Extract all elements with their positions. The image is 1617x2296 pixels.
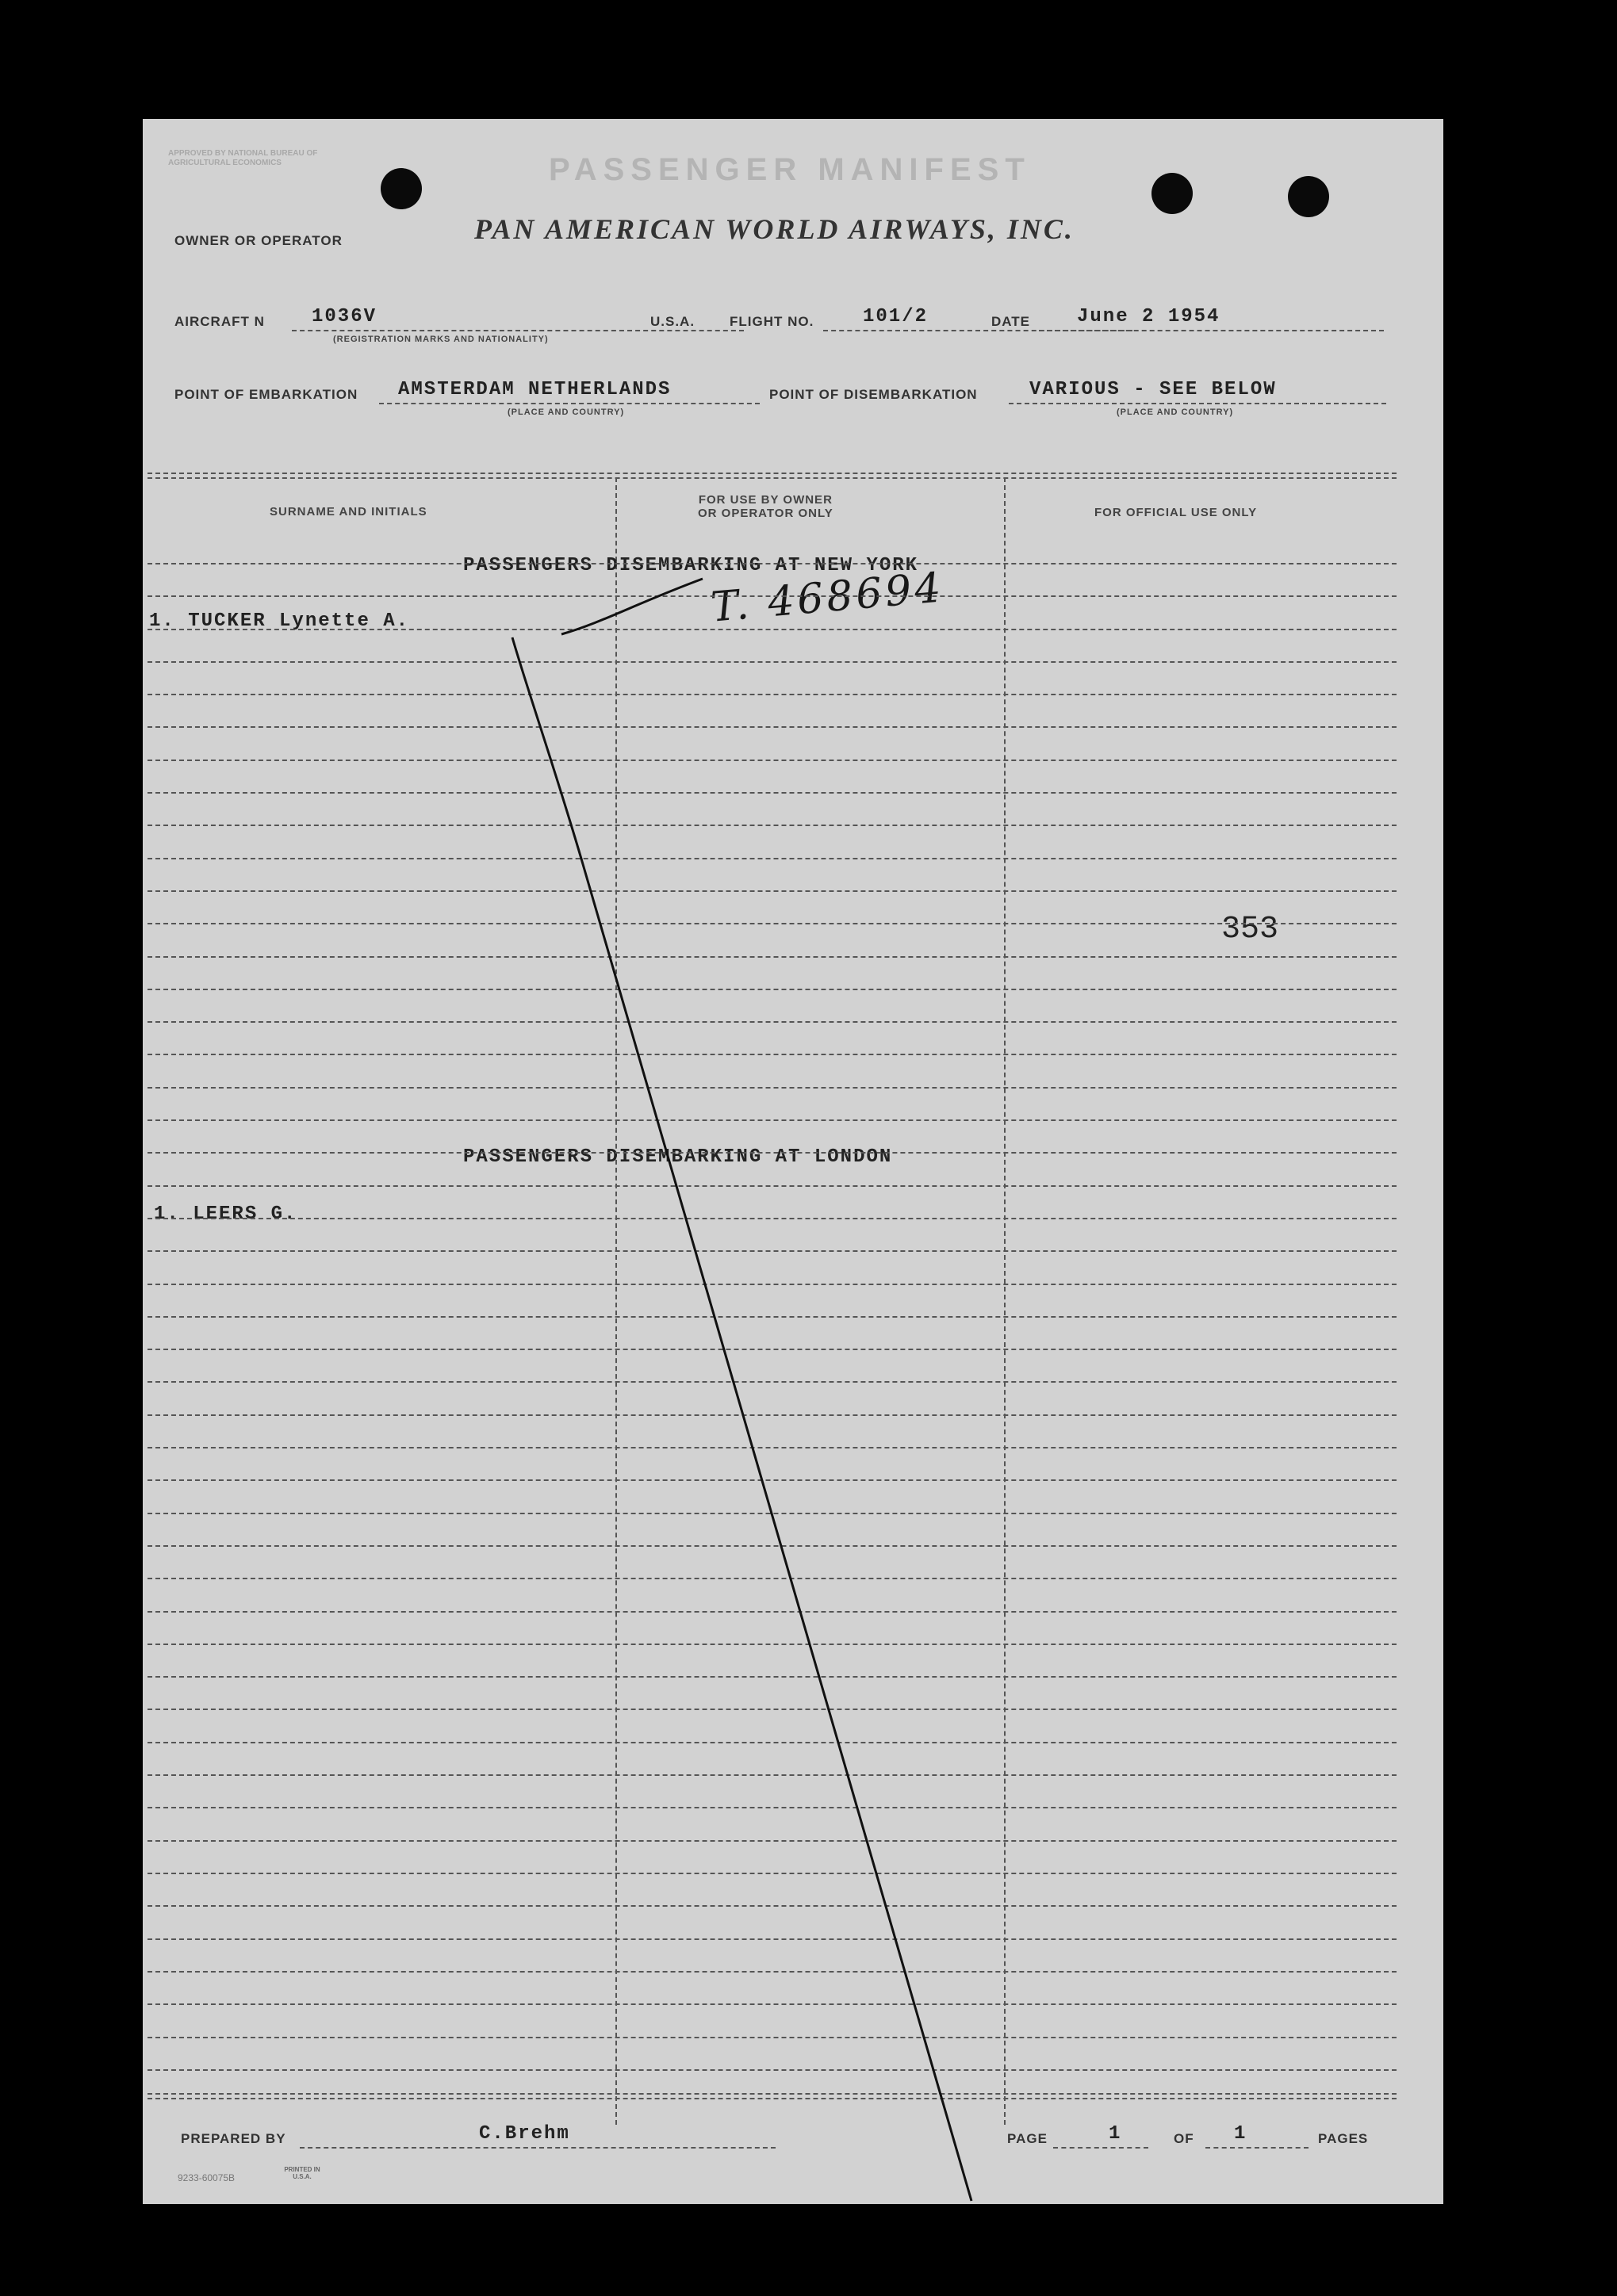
disembark-sub: (PLACE AND COUNTRY) [1117, 408, 1234, 417]
pen-diagonal-line [512, 637, 971, 2201]
aircraft-label: AIRCRAFT N [174, 314, 265, 329]
handwritten-marks [143, 119, 1443, 2204]
prepared-label: PREPARED BY [181, 2131, 286, 2146]
column-header-owner-use-line1: FOR USE BY OWNER [698, 493, 833, 507]
of-label: OF [1174, 2131, 1194, 2146]
embark-label: POINT OF EMBARKATION [174, 387, 358, 402]
aircraft-value: 1036V [312, 306, 377, 327]
passenger-entry: 1. LEERS G. [154, 1203, 297, 1225]
column-header-official: FOR OFFICIAL USE ONLY [1094, 506, 1258, 519]
pen-tick-mark [561, 579, 703, 634]
disembark-value: VARIOUS - SEE BELOW [1029, 379, 1277, 400]
embark-value: AMSTERDAM NETHERLANDS [398, 379, 672, 400]
manifest-page [143, 119, 1443, 2204]
page-label: PAGE [1007, 2131, 1048, 2146]
flight-label: FLIGHT NO. [730, 314, 814, 329]
prepared-value: C.Brehm [479, 2123, 570, 2145]
page-value: 1 [1109, 2123, 1122, 2145]
owner-name: PAN AMERICAN WORLD AIRWAYS, INC. [474, 213, 1075, 245]
pages-label: PAGES [1318, 2131, 1369, 2146]
disembark-label: POINT OF DISEMBARKATION [769, 387, 978, 402]
owner-label: OWNER OR OPERATOR [174, 233, 343, 248]
form-code: 9233-60075B [178, 2172, 236, 2183]
column-header-surname: SURNAME AND INITIALS [270, 505, 427, 519]
date-value: June 2 1954 [1077, 306, 1220, 327]
approval-stamp: APPROVED BY NATIONAL BUREAU OF AGRICULTURAL ECONOMICS [168, 149, 318, 167]
handwritten-annotation: T. 468694 [708, 564, 946, 632]
column-header-owner-use-line2: OR OPERATOR ONLY [698, 507, 833, 520]
printed-in-usa: PRINTED IN U.S.A. [284, 2166, 320, 2180]
embark-sub: (PLACE AND COUNTRY) [508, 408, 625, 417]
passenger-entry: 1. TUCKER Lynette A. [149, 610, 410, 632]
aircraft-sub: (REGISTRATION MARKS AND NATIONALITY) [333, 335, 549, 344]
date-label: DATE [991, 314, 1031, 329]
section-heading-new-york: PASSENGERS DISEMBARKING AT NEW YORK [463, 555, 919, 576]
flight-value: 101/2 [863, 306, 929, 327]
form-title: PASSENGER MANIFEST [549, 152, 1031, 187]
usa-label: U.S.A. [650, 314, 695, 329]
official-number: 353 [1221, 912, 1279, 947]
of-value: 1 [1234, 2123, 1247, 2145]
section-heading-london: PASSENGERS DISEMBARKING AT LONDON [463, 1146, 893, 1168]
